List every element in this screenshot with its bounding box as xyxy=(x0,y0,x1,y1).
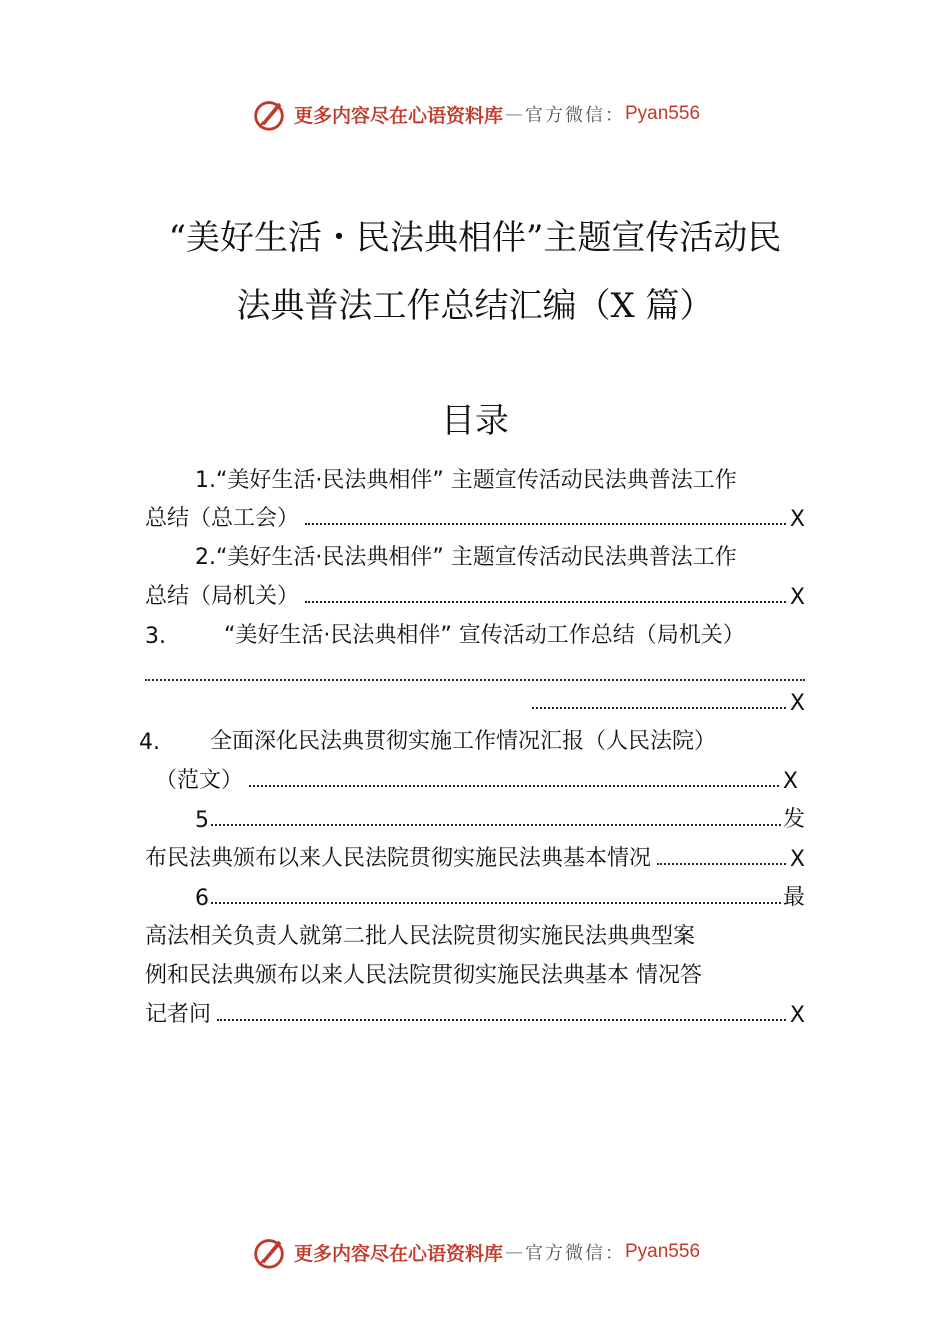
toc-item-6-line-3[interactable] xyxy=(145,957,805,989)
banner-wechat-label: 官方微信： xyxy=(525,105,625,126)
toc-item-3-number: 3. xyxy=(145,624,166,649)
toc-leader xyxy=(305,600,786,603)
toc-leader xyxy=(217,1018,786,1021)
toc-item-1-page: X xyxy=(789,507,805,532)
toc-item-1-line-2[interactable] xyxy=(145,500,805,532)
toc-item-1-text: 1.“美好生活·民法典相伴” 主题宣传活动民法典普法工作 xyxy=(195,468,737,493)
document-title-line-1: “美好生活・民法典相伴”主题宣传活动民 xyxy=(168,218,782,258)
toc-item-4-page: X xyxy=(782,769,798,794)
toc-heading: 目录 xyxy=(441,401,509,441)
toc-leader xyxy=(249,784,779,787)
toc-item-5-line-1[interactable] xyxy=(195,801,805,833)
toc-item-4-number: 4. xyxy=(139,730,160,755)
toc-item-5-number: 5 xyxy=(195,808,209,833)
toc-leader xyxy=(305,522,786,525)
toc-item-3-line-3[interactable] xyxy=(532,684,805,716)
quill-logo-icon xyxy=(250,1233,288,1271)
toc-item-6-line-4[interactable] xyxy=(145,996,805,1028)
banner-site-name: 更多内容尽在心语资料库 xyxy=(293,104,503,127)
banner-dash: — xyxy=(505,1241,523,1263)
toc-item-5-page: X xyxy=(789,847,805,872)
toc-item-6-text: 最 xyxy=(782,885,805,910)
toc-item-2-text-cont: 总结（局机关） xyxy=(145,584,300,609)
banner-wechat-id: Pyan556 xyxy=(625,103,701,124)
quill-logo-icon xyxy=(250,95,288,133)
toc-item-5-text-cont: 布民法典颁布以来人民法院贯彻实施民法典基本情况 xyxy=(145,846,652,871)
toc-item-6-line-1[interactable] xyxy=(195,879,805,911)
document-title-line-2: 法典普法工作总结汇编（X 篇） xyxy=(236,286,714,326)
toc-item-5-text: 发 xyxy=(782,807,805,832)
toc-item-2-line-2[interactable] xyxy=(145,578,805,610)
header-watermark-banner xyxy=(0,94,950,134)
banner-wechat-id: Pyan556 xyxy=(625,1241,701,1262)
toc-item-6-text-cont: 例和民法典颁布以来人民法院贯彻实施民法典基本 情况答 xyxy=(145,963,702,988)
toc-item-1-text-cont: 总结（总工会） xyxy=(145,506,300,531)
toc-item-4-line-1[interactable] xyxy=(139,723,805,755)
toc-item-4-text-cont: （范文） xyxy=(155,768,244,793)
toc-item-3-line-1[interactable] xyxy=(145,617,805,649)
toc-item-6-page: X xyxy=(789,1003,805,1028)
banner-wechat-label: 官方微信： xyxy=(525,1243,625,1264)
toc-item-5-line-2[interactable] xyxy=(145,840,805,872)
toc-item-6-text-cont: 记者问 xyxy=(145,1002,212,1027)
toc-item-2-page: X xyxy=(789,585,805,610)
toc-item-6-text-cont: 高法相关负责人就第二批人民法院贯彻实施民法典典型案 xyxy=(145,924,696,949)
toc-leader xyxy=(211,823,781,826)
toc-item-4-line-2[interactable] xyxy=(155,762,798,794)
toc-leader xyxy=(532,706,786,709)
toc-leader xyxy=(145,678,805,681)
banner-site-name: 更多内容尽在心语资料库 xyxy=(293,1242,503,1265)
toc-item-1-line-1[interactable] xyxy=(195,462,805,494)
toc-leader xyxy=(211,901,781,904)
footer-watermark-banner xyxy=(0,1232,950,1272)
toc-item-6-line-2[interactable] xyxy=(145,918,805,950)
toc-leader xyxy=(657,862,786,865)
toc-item-3-text: “美好生活·民法典相伴” 宣传活动工作总结（局机关） xyxy=(224,623,745,648)
toc-item-6-number: 6 xyxy=(195,886,209,911)
toc-item-2-text: 2.“美好生活·民法典相伴” 主题宣传活动民法典普法工作 xyxy=(195,545,737,570)
banner-dash: — xyxy=(505,103,523,125)
toc-item-2-line-1[interactable] xyxy=(195,539,805,571)
toc-item-3-page: X xyxy=(789,691,805,716)
toc-item-4-text: 全面深化民法典贯彻实施工作情况汇报（人民法院） xyxy=(210,729,717,754)
